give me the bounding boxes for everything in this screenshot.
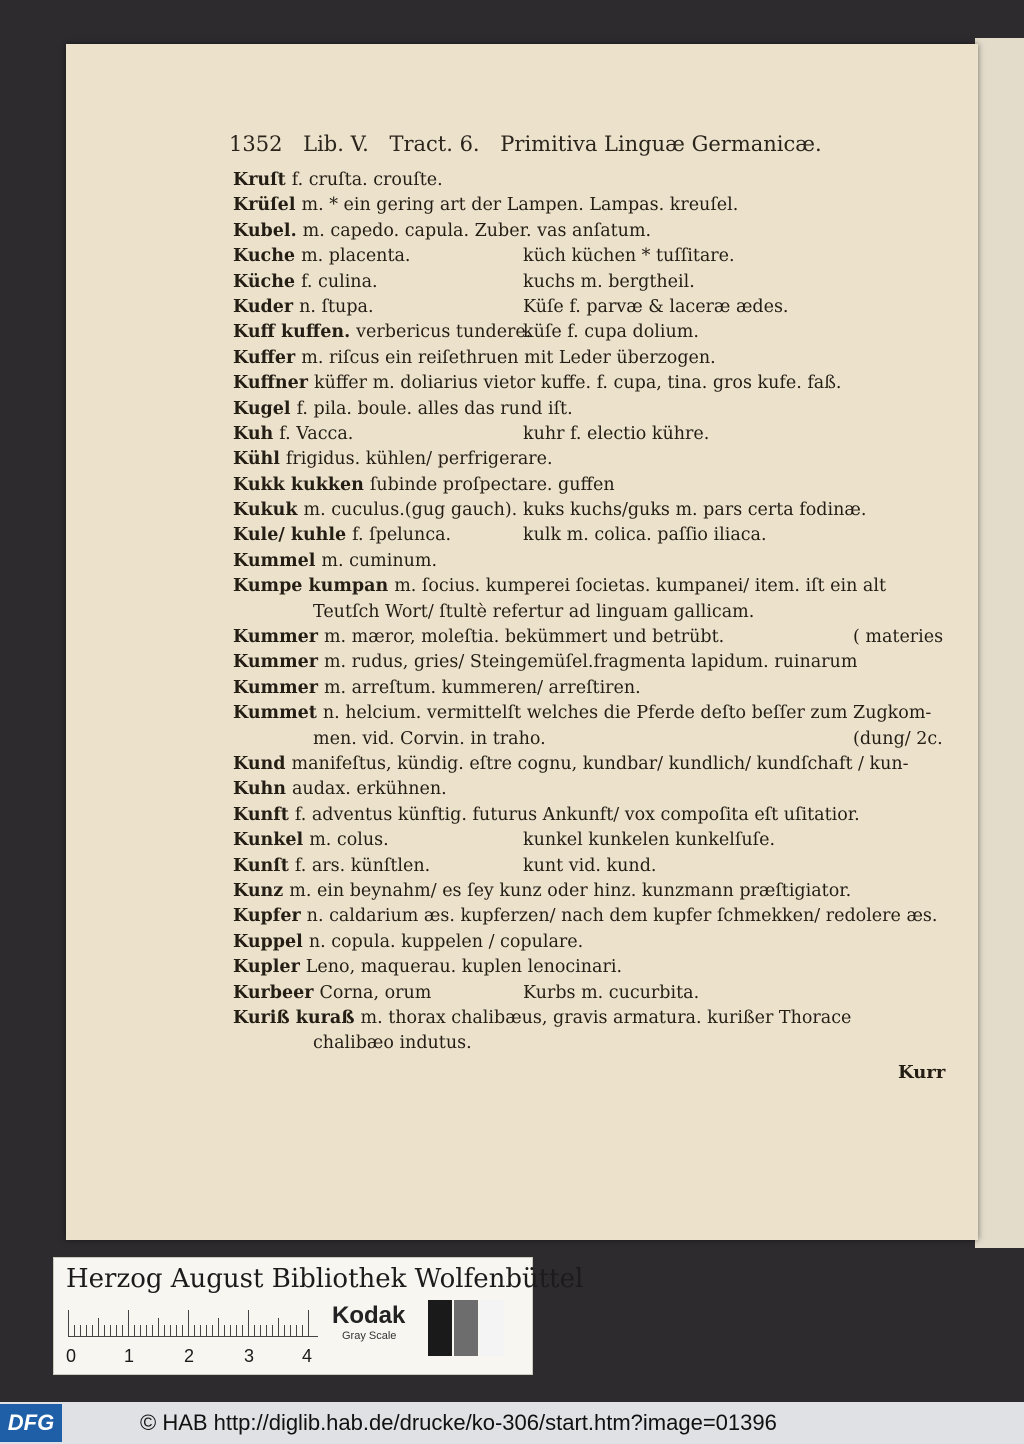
ruler-tick xyxy=(176,1325,177,1336)
ruler-tick xyxy=(200,1325,201,1336)
ruler-tick xyxy=(98,1318,99,1336)
entry-line xyxy=(233,600,963,625)
headword: Kund xyxy=(233,753,286,774)
ruler-tick xyxy=(272,1325,273,1336)
ruler-tick xyxy=(308,1310,309,1336)
library-label-card xyxy=(53,1257,584,1375)
headword: Kummet xyxy=(233,703,317,724)
entry-column-text: kulk m. colica. paſſio iliaca. xyxy=(523,525,767,546)
gray-swatch-light xyxy=(480,1300,504,1356)
ruler-tick xyxy=(86,1325,87,1336)
head-tract: Tract. 6. xyxy=(389,132,480,156)
running-head xyxy=(229,132,929,156)
entry-line xyxy=(233,752,963,777)
ruler-number: 2 xyxy=(184,1346,195,1366)
entry-line xyxy=(233,676,963,701)
entry-line xyxy=(233,371,963,396)
headword: Kummer xyxy=(233,627,318,648)
headword: Kubel. xyxy=(233,220,297,241)
ruler-tick xyxy=(110,1325,111,1336)
dfg-logo: DFG xyxy=(0,1404,62,1442)
entry-line xyxy=(233,727,963,752)
headword: Kühl xyxy=(233,449,280,470)
entry-line xyxy=(233,473,963,498)
entry-line xyxy=(233,574,963,599)
headword: Kuche xyxy=(233,246,296,267)
page-number: 1352 xyxy=(229,132,283,156)
entry-text: Corna, orum xyxy=(319,982,432,1003)
entry-text: Teutſch Wort/ ſtultè refertur ad linguam gallicam. xyxy=(313,601,755,622)
entry-line xyxy=(233,981,963,1006)
entry-line xyxy=(233,650,963,675)
entry-column-text: Küſe f. parvæ & laceræ ædes. xyxy=(523,296,789,317)
ruler-tick xyxy=(260,1325,261,1336)
headword: Kupler xyxy=(233,957,300,978)
entry-text: frigidus. kühlen/ perfrigerare. xyxy=(285,449,553,470)
entry-text: m. capedo. capula. Zuber. vas anſatum. xyxy=(302,220,652,241)
entry-column-text: küch küchen * tuſſitare. xyxy=(523,246,735,267)
kodak-brand: Kodak xyxy=(332,1302,406,1329)
entry-text: audax. erkühnen. xyxy=(292,779,447,800)
ruler-tick xyxy=(236,1325,237,1336)
entry-column-text: kunt vid. kund. xyxy=(523,855,657,876)
headword: Kuffer xyxy=(233,347,296,368)
headword: Kuhn xyxy=(233,779,286,800)
headword: Kruſt xyxy=(233,170,286,190)
ruler-tick xyxy=(242,1325,243,1336)
ruler-tick xyxy=(134,1325,135,1336)
entry-text: f. Vacca. xyxy=(279,423,354,444)
entry-column-text: (dung/ 2c. xyxy=(853,728,943,749)
entry-line xyxy=(233,955,963,980)
ruler-tick xyxy=(284,1325,285,1336)
ruler-tick xyxy=(74,1325,75,1336)
entry-text: m. arreſtum. kummeren/ arreſtiren. xyxy=(323,677,641,698)
entry-text: f. adventus künftig. futurus Ankunft/ vox compoſita eſt uſitatior. xyxy=(294,804,860,825)
head-title: Primitiva Linguæ Germanicæ. xyxy=(500,132,822,156)
ruler-number: 3 xyxy=(244,1346,255,1366)
ruler-tick xyxy=(164,1325,165,1336)
entry-text: f. cruſta. crouſte. xyxy=(291,170,443,190)
ruler-tick xyxy=(80,1325,81,1336)
entry-text: f. ſpelunca. xyxy=(352,525,452,546)
entry-line xyxy=(233,701,963,726)
headword: Kummer xyxy=(233,677,318,698)
dictionary-entries xyxy=(233,168,963,1057)
entry-line xyxy=(233,523,963,548)
ruler-tick xyxy=(104,1325,105,1336)
ruler-tick xyxy=(146,1325,147,1336)
ruler-number: 1 xyxy=(124,1346,135,1366)
entry-line xyxy=(233,295,963,320)
entry-text: m. cuminum. xyxy=(321,550,438,571)
entry-line xyxy=(233,803,963,828)
ruler-tick xyxy=(254,1325,255,1336)
scale-ruler xyxy=(68,1308,318,1337)
entry-line xyxy=(233,270,963,295)
entry-text: m. riſcus ein reiſethruen mit Leder überzogen. xyxy=(301,347,716,368)
headword: Kurbeer xyxy=(233,982,314,1003)
headword: Kunkel xyxy=(233,830,304,851)
entry-text: f. culina. xyxy=(301,271,378,292)
entry-line xyxy=(233,422,963,447)
entry-text: f. pila. boule. alles das rund iſt. xyxy=(296,398,573,419)
entry-line xyxy=(233,346,963,371)
entry-text: m. cuculus.(gug gauch). xyxy=(303,500,518,521)
ruler-tick xyxy=(230,1325,231,1336)
entry-column-text: küſe f. cupa dolium. xyxy=(523,322,699,343)
ruler-tick xyxy=(194,1325,195,1336)
entry-text: m. * ein gering art der Lampen. Lampas. kreuſel. xyxy=(301,195,739,216)
ruler-tick xyxy=(248,1310,249,1336)
entry-line xyxy=(233,244,963,269)
ruler-tick xyxy=(212,1325,213,1336)
ruler-number: 4 xyxy=(302,1346,313,1366)
entry-text: f. ars. künſtlen. xyxy=(294,855,431,876)
ruler-tick xyxy=(188,1310,189,1336)
entry-text: ſubinde proſpectare. guffen xyxy=(369,474,615,495)
headword: Kule/ kuhle xyxy=(233,525,347,546)
gray-scale-label: Gray Scale xyxy=(342,1330,397,1342)
ruler-tick xyxy=(302,1325,303,1336)
entry-text: m. thorax chalibæus, gravis armatura. kurißer Thorace xyxy=(360,1007,852,1028)
entry-line xyxy=(233,828,963,853)
ruler-tick xyxy=(140,1325,141,1336)
entry-line xyxy=(233,397,963,422)
entry-line xyxy=(233,447,963,472)
ruler-tick xyxy=(92,1325,93,1336)
entry-text: küffer m. doliarius vietor kuffe. f. cupa, tina. gros kufe. faß. xyxy=(314,373,842,394)
entry-column-text: Kurbs m. cucurbita. xyxy=(523,982,700,1003)
entry-line xyxy=(233,193,963,218)
ruler-tick xyxy=(68,1310,69,1336)
headword: Kunz xyxy=(233,880,284,901)
entry-text: manifeſtus, kündig. eſtre cognu, kundbar/ kundlich/ kundſchaft / kun- xyxy=(291,753,909,774)
gray-swatch-dark xyxy=(428,1300,452,1356)
headword: Krüſel xyxy=(233,195,296,216)
entry-text: n. copula. kuppelen / copulare. xyxy=(308,931,584,952)
entry-text: m. placenta. xyxy=(301,246,411,267)
headword: Kuppel xyxy=(233,931,303,952)
entry-line xyxy=(233,219,963,244)
headword: Kuriß kuraß xyxy=(233,1007,355,1028)
entry-text: m. ein beynahm/ es ſey kunz oder hinz. kunzmann præſtigiator. xyxy=(289,880,852,901)
entry-text: verbericus tundere. xyxy=(356,322,532,343)
entry-column-text: kuhr f. electio kühre. xyxy=(523,423,710,444)
catchword: Kurr xyxy=(898,1062,946,1083)
headword: Kumpe kumpan xyxy=(233,576,389,597)
entry-line xyxy=(233,168,963,193)
headword: Kukuk xyxy=(233,500,298,521)
headword: Kunft xyxy=(233,804,289,825)
entry-text: chalibæo indutus. xyxy=(313,1033,472,1054)
entry-text: m. rudus, gries/ Steingemüſel.fragmenta lapidum. ruinarum xyxy=(323,652,858,673)
entry-text: m. colus. xyxy=(309,830,389,851)
ruler-tick xyxy=(122,1325,123,1336)
entry-line xyxy=(233,320,963,345)
entry-line xyxy=(233,549,963,574)
library-name: Herzog August Bibliothek Wolfenbüttel xyxy=(66,1264,584,1294)
ruler-tick xyxy=(296,1325,297,1336)
headword: Kuder xyxy=(233,296,294,317)
entry-text: n. helcium. vermittelſt welches die Pferde deſto beſſer zum Zugkom- xyxy=(322,703,932,724)
entry-line xyxy=(233,1031,963,1056)
ruler-tick xyxy=(152,1325,153,1336)
entry-line xyxy=(233,1006,963,1031)
gray-swatch-mid xyxy=(454,1300,478,1356)
headword: Kukk kukken xyxy=(233,474,364,495)
entry-text: Leno, maquerau. kuplen lenocinari. xyxy=(305,957,623,978)
headword: Kummel xyxy=(233,550,316,571)
entry-column-text: ( materies xyxy=(853,627,944,648)
entry-line xyxy=(233,854,963,879)
entry-text: n. caldarium æs. kupferzen/ nach dem kupfer ſchmekken/ redolere æs. xyxy=(306,906,938,927)
headword: Kuff kuffen. xyxy=(233,322,351,343)
ruler-tick xyxy=(170,1325,171,1336)
entry-line xyxy=(233,625,963,650)
headword: Kummer xyxy=(233,652,318,673)
entry-line xyxy=(233,930,963,955)
ruler-number: 0 xyxy=(66,1346,77,1366)
headword: Kunſt xyxy=(233,855,289,876)
ruler-tick xyxy=(182,1325,183,1336)
entry-column-text: kunkel kunkelen kunkelſuſe. xyxy=(523,830,776,851)
headword: Küche xyxy=(233,271,296,292)
ruler-tick xyxy=(218,1318,219,1336)
ruler-tick xyxy=(116,1325,117,1336)
ruler-tick xyxy=(290,1325,291,1336)
headword: Kuh xyxy=(233,423,274,444)
ruler-tick xyxy=(278,1318,279,1336)
ruler-tick xyxy=(224,1325,225,1336)
copyright-link[interactable]: © HAB http://diglib.hab.de/drucke/ko-306/start.htm?image=01396 xyxy=(140,1410,777,1435)
entry-text: n. ſtupa. xyxy=(299,296,374,317)
ruler-tick xyxy=(266,1325,267,1336)
headword: Kuffner xyxy=(233,373,308,394)
ruler-tick xyxy=(206,1325,207,1336)
head-book: Lib. V. xyxy=(303,132,369,156)
ruler-tick xyxy=(128,1310,129,1336)
entry-line xyxy=(233,498,963,523)
entry-text: m. ſocius. kumperei ſocietas. kumpanei/ item. iſt ein alt xyxy=(394,576,886,597)
adjacent-page-edge xyxy=(975,38,1024,1248)
ruler-tick xyxy=(158,1318,159,1336)
entry-line xyxy=(233,904,963,929)
entry-text: men. vid. Corvin. in traho. xyxy=(313,728,546,749)
entry-column-text: kuchs m. bergtheil. xyxy=(523,271,695,292)
entry-line xyxy=(233,879,963,904)
headword: Kupfer xyxy=(233,906,301,927)
headword: Kugel xyxy=(233,398,291,419)
entry-text: m. mæror, moleſtia. bekümmert und betrübt. xyxy=(323,627,725,648)
entry-column-text: kuks kuchs/guks m. pars certa fodinæ. xyxy=(523,500,867,521)
entry-line xyxy=(233,777,963,802)
